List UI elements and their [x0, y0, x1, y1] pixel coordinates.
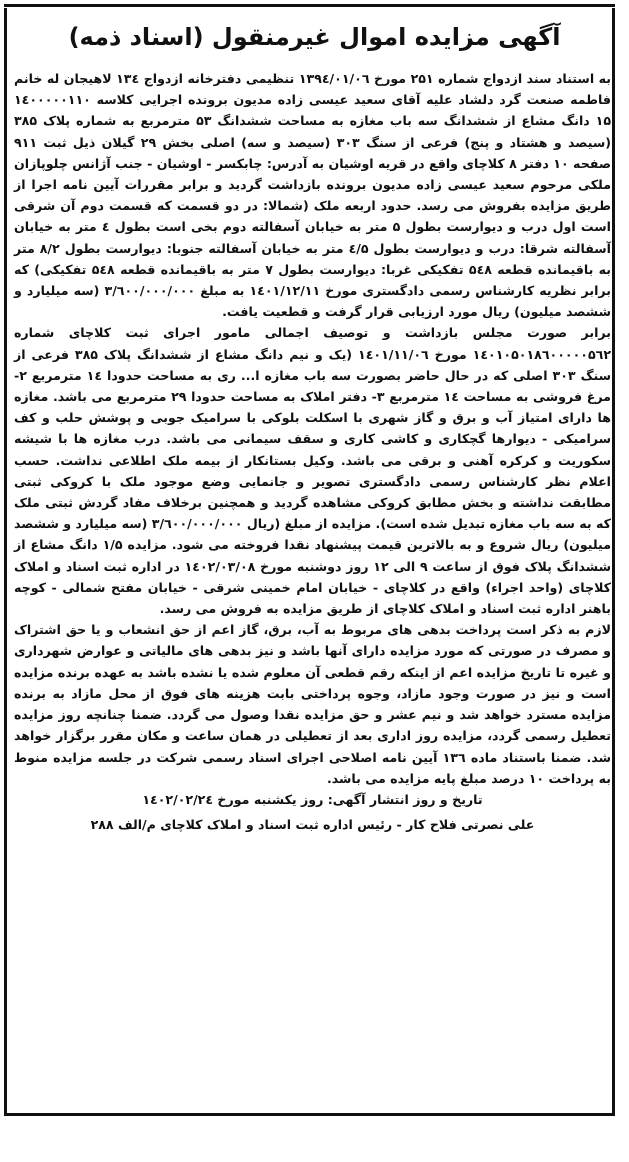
paragraph-conditions: لازم به ذکر است پرداخت بدهی های مربوط به آب، برق، گاز اعم از حق انشعاب و یا حق اشتراک و مصرف در صورتی که مورد مزایده دارای آنها باشد و نیز بدهی های مالیاتی و عوارض شهرداری و غیره تا تاریخ مزایده اعم از اینکه رقم قطعی آن معلوم شده یا نشده باشد به عهده برنده مزایده است و نیز در صورت وجود مازاد، وجوه پرداختی بابت هزینه های فوق از محل مازاد به برنده مزایده مسترد خواهد شد و نیم عشر و حق مزایده نقدا وصول می گردد. ضمنا چنانچه روز مزایده تعطیل رسمی گردد، مزایده روز اداری بعد از تعطیلی در همان ساعت و مکان مقرر برگزار خواهد شد. ضمنا باستناد ماده ۱۳٦ آیین نامه اصلاحی اجرای اسناد رسمی شرکت در جلسه مزایده منوط به پرداخت ۱۰ درصد مبلغ پایه مزایده می باشد.: [14, 622, 611, 786]
paragraph-auction-subject: به استناد سند ازدواج شماره ۲۵۱ مورخ ۱۳۹٤/۰۱/۰٦ تنظیمی دفترخانه ازدواج ۱۳٤ لاهیجان له خانم فاطمه صنعت گرد دلشاد علیه آقای سعید عیسی زاده مدیون برونده اجرایی کلاسه ۱٤۰۰۰۰۰۱۱۰ ۱۵ دانگ مشاع از ششدانگ سه باب مغازه به مساحت ششدانگ ۵۳ مترمربع به شماره پلاک ۳۸۵ (سیصد و هشتاد و پنج) فرعی از سنگ ۳۰۳ (سیصد و سه) اصلی بخش ۲۹ گیلان ذیل ثبت ۹۱۱ صفحه ۱۰ دفتر ۸ کلاچای واقع در قریه اوشیان به آدرس: چابکسر - اوشیان - جنب آژانس چلوپازان ملکی مرحوم سعید عیسی زاده مدیون برونده بازداشت گردید و برابر مقررات آیین نامه اجرا از طریق مزایده بفروش می رسد. حدود اربعه ملک (شمالا: در دو قسمت که قسمت دوم آن شرقی است اول درب و دیوارست بطول ۵ متر به خیابان آسفالته دوم بخی است بطول ٤ متر به خیابان آسفالته شرقا: درب و دیوارست بطول ٤/۵ متر به خیابان آسفالته جنوبا: دیوارست بطول ۸/۲ متر به باقیمانده قطعه ۵٤۸ تفکیکی غربا: دیوارست بطول ۷ متر به باقیمانده قطعه ۵٤۸ تفکیکی) که برابر نظریه کارشناس رسمی دادگستری مورخ ۱٤۰۱/۱۲/۱۱ به مبلغ ۳/٦۰۰/۰۰۰/۰۰۰ (سه میلیارد و ششصد میلیون) ریال مورد ارزیابی قرار گرفت و قطعیت یافت.: [14, 71, 612, 320]
top-rule: [4, 4, 615, 7]
paragraph-property-description: برابر صورت مجلس بازداشت و توصیف اجمالی مامور اجرای ثبت کلاچای شماره ۱٤۰۱۰۵۰۱۸٦۰۰۰۰۰۵٦۲ مورخ ۱٤۰۱/۱۱/۰٦ (یک و نیم دانگ مشاع از ششدانگ پلاک ۳۸۵ فرعی از سنگ ۳۰۳ اصلی که در حال حاضر بصورت سه باب مغازه ا... ری به مساحت حدودا ۱٤ مترمربع ۲- مرغ فروشی به مساحت ۱٤ مترمربع ۳- دفتر املاک به مساحت حدودا ۲۹ مترمربع می باشد. مغازه ها دارای امتیاز آب و برق و گاز شهری با اسکلت بلوکی با سرامیک جوبی و پوشش حلب و کف سرامیکی - دیوارها گچکاری و کاشی کاری و سقف سیمانی می باشد. درب مغازه ها با شیشه سکوریت و کرکره آهنی و برقی می باشد. وکیل بستانکار از بیمه ملک اطلاعی نداشت. حسب اعلام نظر کارشناس رسمی دادگستری تصویر و جانمایی وضع موجود ملک با کروکی ثبتی مطابقت نداشته و بخش مطابق کروکی مشاهده گردید و همچنین برخلاف مفاد گردش ثبتی ملک که به سه باب مغازه تبدیل شده است). مزایده از مبلغ (ریال ۳/٦۰۰/۰۰۰/۰۰۰ (سه میلیارد و ششصد میلیون) ریال شروع و به بالاترین قیمت پیشنهاد نقدا فروخته می شود. مزایده ۱/۵ دانگ مشاع از ششدانگ پلاک فوق از ساعت ۹ الی ۱۲ روز دوشنبه مورخ ۱٤۰۲/۰۳/۰۸ در اداره ثبت اسناد و املاک کلاچای (واحد اجراء) واقع در کلاچای - خیابان امام خمینی شرقی - خیابان مفتح شمالی - کوچه باهنر اداره ثبت اسناد و املاک کلاچای از طریق مزایده به فروش می رسد.: [14, 325, 612, 617]
publish-date: تاریخ و روز انتشار آگهی: روز یکشنبه مورخ ۱٤۰۲/۰۲/۲٤: [142, 791, 483, 807]
issuer-signature: علی نصرتی فلاح کار - رئیس اداره ثبت اسناد و املاک کلاچای م/الف ۲۸۸: [90, 817, 535, 833]
notice-body: [14, 68, 611, 835]
notice-title: آگهی مزایده اموال غیرمنقول (اسناد ذمه): [68, 23, 561, 51]
